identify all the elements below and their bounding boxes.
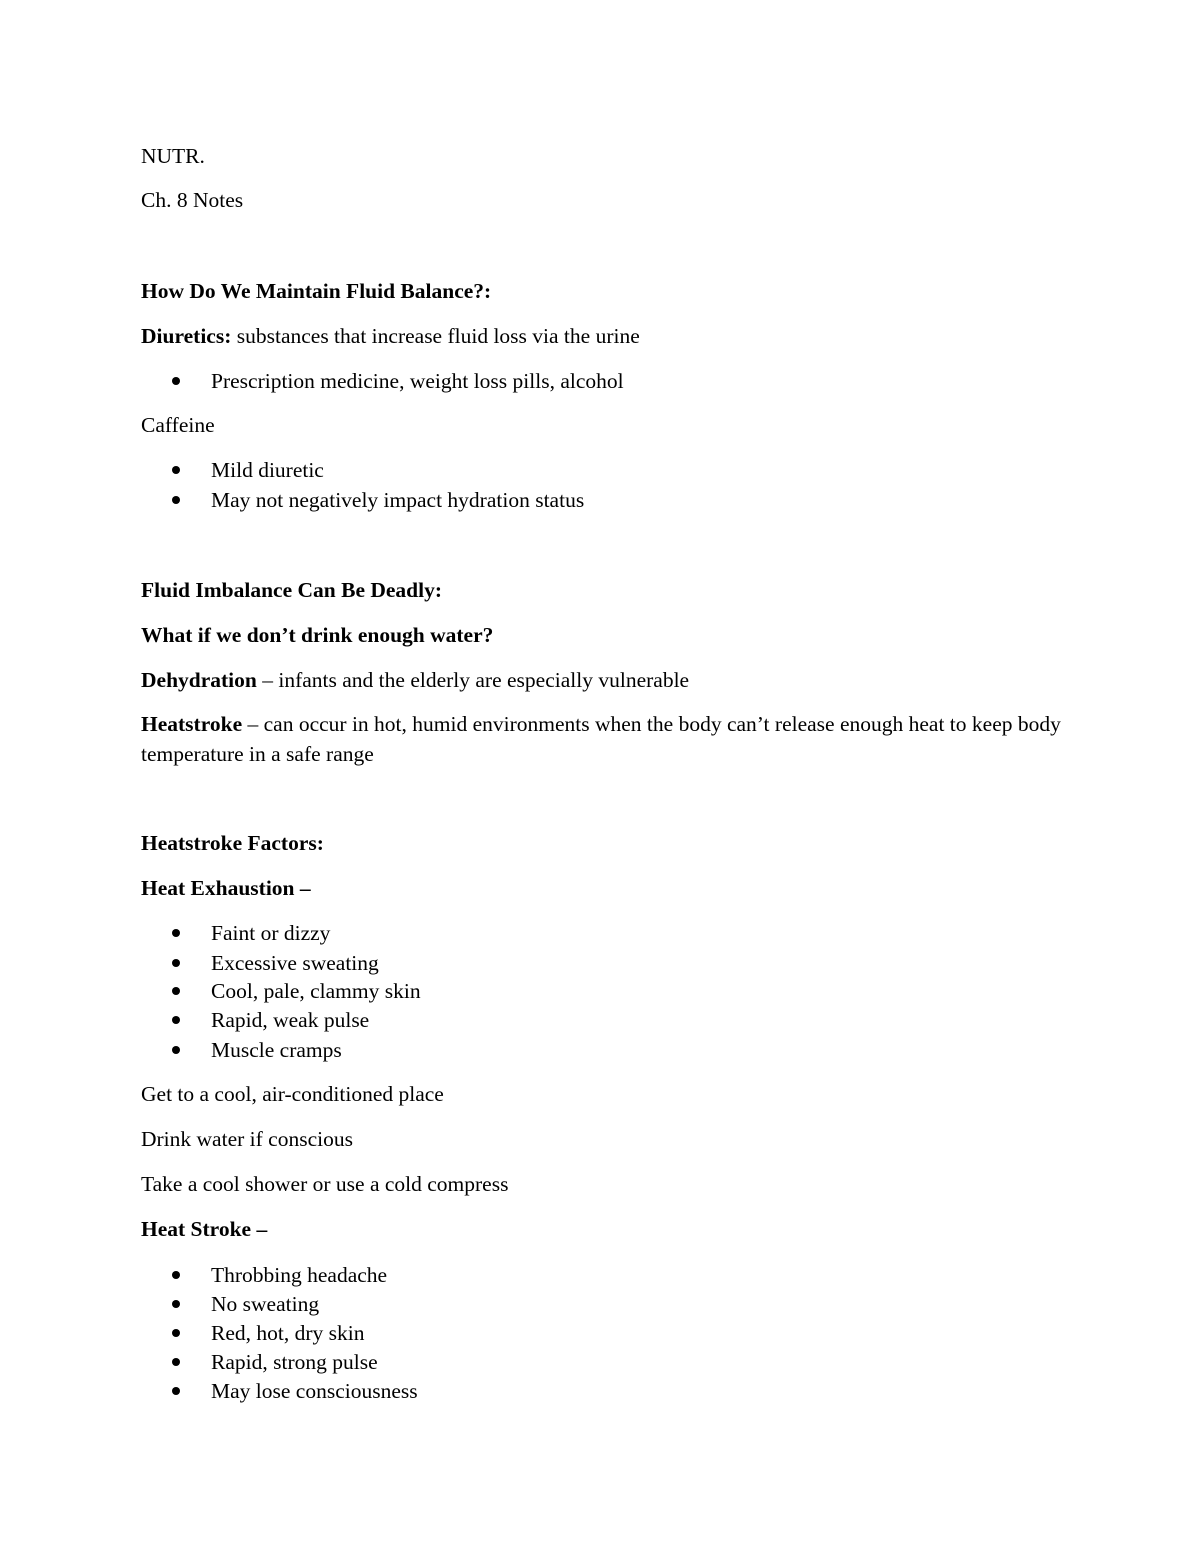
diuretics-def: substances that increase fluid loss via the urine (231, 324, 640, 348)
diuretics-term: Diuretics: (141, 324, 232, 348)
heatstroke-def: – can occur in hot, humid environments when the body can’t release enough heat to keep body temperature in a safe range (141, 712, 1061, 766)
list-item-text: Faint or dizzy (211, 921, 331, 945)
heat-exhaustion-heading: Heat Exhaustion – (141, 876, 311, 900)
bullet-icon (172, 929, 180, 937)
exhaustion-action: Take a cool shower or use a cold compress (141, 1172, 509, 1196)
bullet-icon (172, 959, 180, 967)
list-item-text: Excessive sweating (211, 951, 379, 975)
list-item-text: Mild diuretic (211, 458, 324, 482)
list-item-text: Prescription medicine, weight loss pills, alcohol (211, 369, 624, 393)
bullet-icon (172, 1358, 180, 1366)
caffeine-label: Caffeine (141, 413, 215, 437)
exhaustion-action: Drink water if conscious (141, 1127, 353, 1151)
dehydration-def: – infants and the elderly are especially vulnerable (256, 668, 690, 692)
list-item-text: Red, hot, dry skin (211, 1321, 365, 1345)
section-heading-fluid-imbalance: Fluid Imbalance Can Be Deadly: (141, 578, 443, 602)
list-item-text: May lose consciousness (211, 1379, 418, 1403)
bullet-icon (172, 1387, 180, 1395)
heatstroke-term: Heatstroke (141, 712, 243, 736)
heatstroke-definition (141, 709, 1071, 769)
bullet-icon (172, 987, 180, 995)
bullet-icon (172, 1016, 180, 1024)
list-item-text: Throbbing headache (211, 1263, 388, 1287)
question-water: What if we don’t drink enough water? (141, 623, 494, 647)
list-item-text: Muscle cramps (211, 1038, 342, 1062)
bullet-icon (172, 1046, 180, 1054)
bullet-icon (172, 1329, 180, 1337)
list-item-text: Rapid, weak pulse (211, 1008, 370, 1032)
bullet-icon (172, 1271, 180, 1279)
list-item-text: May not negatively impact hydration status (211, 488, 585, 512)
bullet-icon (172, 466, 180, 474)
heat-stroke-heading: Heat Stroke – (141, 1217, 268, 1241)
section-heading-heatstroke-factors: Heatstroke Factors: (141, 831, 324, 855)
bullet-icon (172, 1300, 180, 1308)
list-item-text: No sweating (211, 1292, 320, 1316)
bullet-icon (172, 496, 180, 504)
list-item-text: Cool, pale, clammy skin (211, 979, 421, 1003)
dehydration-term: Dehydration (141, 668, 257, 692)
chapter-title: Ch. 8 Notes (141, 188, 244, 212)
bullet-icon (172, 377, 180, 385)
dehydration-definition (141, 666, 689, 694)
section-heading-fluid-balance: How Do We Maintain Fluid Balance?: (141, 279, 492, 303)
exhaustion-action: Get to a cool, air-conditioned place (141, 1082, 444, 1106)
list-item-text: Rapid, strong pulse (211, 1350, 378, 1374)
course-title: NUTR. (141, 144, 205, 168)
diuretics-definition (141, 322, 640, 350)
